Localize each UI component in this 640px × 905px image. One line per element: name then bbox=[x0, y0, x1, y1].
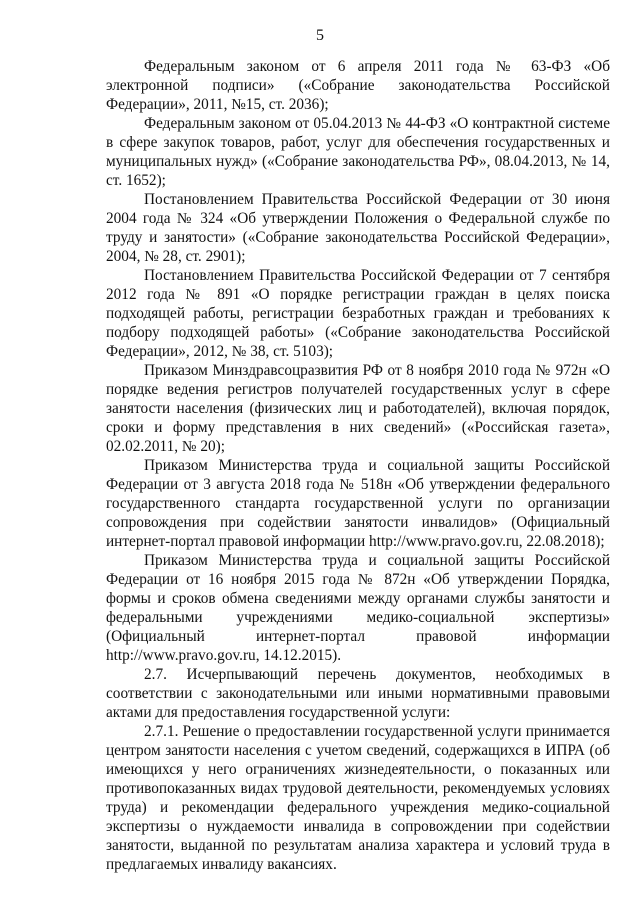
paragraph-resolution-891: Постановлением Правительства Российской Федерации от 7 сентября 2012 года № 891 «О порядке регистрации граждан в целях поиска подходящей работы, регистрации безработных граждан и требованиях к подбору подходящей работы» («Собрание законодательства Российской Федерации», 2012, № 38, ст. 5103); bbox=[106, 267, 610, 360]
paragraph-federal-law-44fz: Федеральным законом от 05.04.2013 № 44-ФЗ «О контрактной системе в сфере закупок товаров, работ, услуг для обеспечения государственных и муниципальных нужд» («Собрание законодательства РФ», 08.04.2013, № 14, ст. 1652); bbox=[106, 115, 610, 189]
paragraph-order-872n: Приказом Министерства труда и социальной защиты Российской Федерации от 16 ноября 2015 года № 872н «Об утверждении Порядка, формы и сроков обмена сведениями между органами службы занятости и федеральными учреждениями медико-социальной экспертизы» (Официальный интернет-портал правовой информации http://www.pravo.gov.ru, 14.12.2015). bbox=[106, 552, 610, 664]
paragraph-resolution-324: Постановлением Правительства Российской Федерации от 30 июня 2004 года № 324 «Об утверждении Положения о Федеральной службе по труду и занятости» («Собрание законодательства Российской Федерации», 2004, № 28, ст. 2901); bbox=[106, 191, 610, 265]
paragraph-section-2-7: 2.7. Исчерпывающий перечень документов, необходимых в соответствии с законодательными или иными нормативными правовыми актами для предоставления государственной услуги: bbox=[106, 666, 610, 721]
paragraph-federal-law-63fz: Федеральным законом от 6 апреля 2011 года № 63-ФЗ «Об электронной подписи» («Собрание законодательства Российской Федерации», 2011, №15, ст. 2036); bbox=[106, 58, 610, 113]
page-number: 5 bbox=[316, 27, 324, 44]
paragraph-order-518n: Приказом Министерства труда и социальной защиты Российской Федерации от 3 августа 2018 года № 518н «Об утверждении федерального государственного стандарта государственной услуги по организации сопровождения при содействии занятости инвалидов» (Официальный интернет-портал правовой информации http://www.pravo.gov.ru, 22.08.2018); bbox=[106, 457, 610, 550]
document-body bbox=[106, 57, 610, 874]
paragraph-order-972n: Приказом Минздравсоцразвития РФ от 8 ноября 2010 года № 972н «О порядке ведения регистров получателей государственных услуг в сфере занятости населения (физических лиц и работодателей), включая порядок, сроки и форму представления в них сведений» («Российская газета», 02.02.2011, № 20); bbox=[106, 362, 610, 455]
paragraph-section-2-7-1: 2.7.1. Решение о предоставлении государственной услуги принимается центром занятости населения с учетом сведений, содержащихся в ИПРА (об имеющихся у него ограничениях жизнедеятельности, о показанных или противопоказанных видах трудовой деятельности, рекомендуемых условиях труда) и рекомендации федерального учреждения медико-социальной экспертизы о нуждаемости инвалида в сопровождении при содействии занятости, выданной по результатам анализа характера и условий труда в предлагаемых инвалиду вакансиях. bbox=[106, 723, 610, 873]
